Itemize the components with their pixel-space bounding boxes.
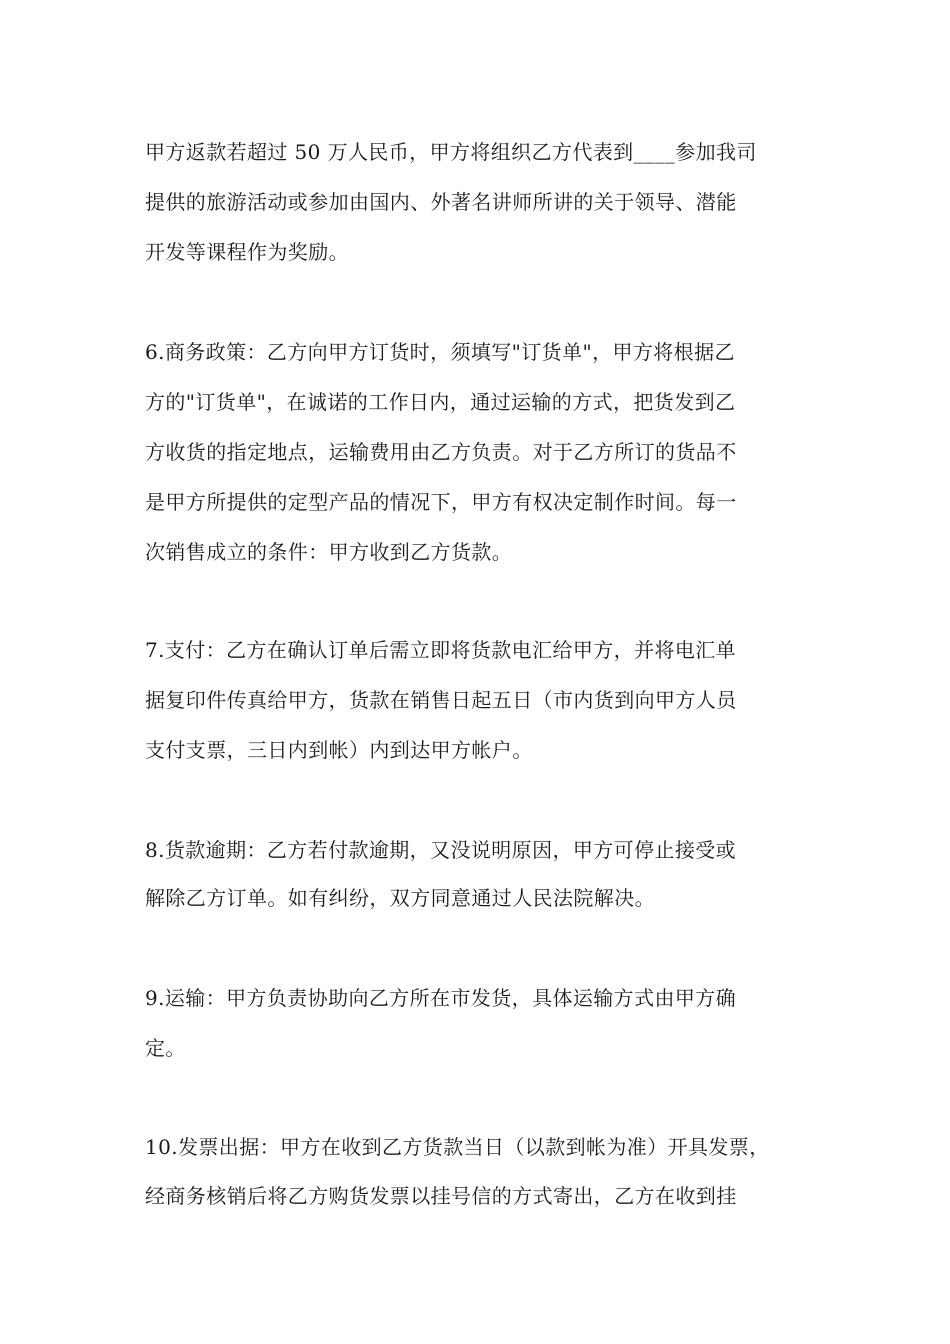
text-line: 解除乙方订单。如有纠纷，双方同意通过人民法院解决。 [145,886,655,910]
text-line: 方收货的指定地点，运输费用由乙方负责。对于乙方所订的货品不 [145,440,737,464]
text-line: 甲方返款若超过 50 万人民币，甲方将组织乙方代表到____参加我司 [145,140,757,164]
text-line: 9.运输：甲方负责协助向乙方所在市发货，具体运输方式由甲方确 [145,986,737,1010]
text-line: 8.货款逾期：乙方若付款逾期，又没说明原因，甲方可停止接受或 [145,838,737,862]
text-line: 是甲方所提供的定型产品的情况下，甲方有权决定制作时间。每一 [145,490,737,514]
text-line: 6.商务政策：乙方向甲方订货时，须填写"订货单"，甲方将根据乙 [145,340,735,364]
text-line: 据复印件传真给甲方，货款在销售日起五日（市内货到向甲方人员 [145,688,737,712]
text-line: 提供的旅游活动或参加由国内、外著名讲师所讲的关于领导、潜能 [145,190,737,214]
text-line: 经商务核销后将乙方购货发票以挂号信的方式寄出，乙方在收到挂 [145,1184,737,1208]
text-line: 开发等课程作为奖励。 [145,240,349,264]
text-line: 7.支付：乙方在确认订单后需立即将货款电汇给甲方，并将电汇单 [145,638,737,662]
text-line: 支付支票，三日内到帐）内到达甲方帐户。 [145,738,533,762]
text-line: 次销售成立的条件：甲方收到乙方货款。 [145,540,513,564]
text-line: 方的"订货单"，在诚诺的工作日内，通过运输的方式，把货发到乙 [145,390,736,414]
text-line: 定。 [145,1036,186,1060]
text-line: 10.发票出据：甲方在收到乙方货款当日（以款到帐为准）开具发票， [145,1135,770,1159]
